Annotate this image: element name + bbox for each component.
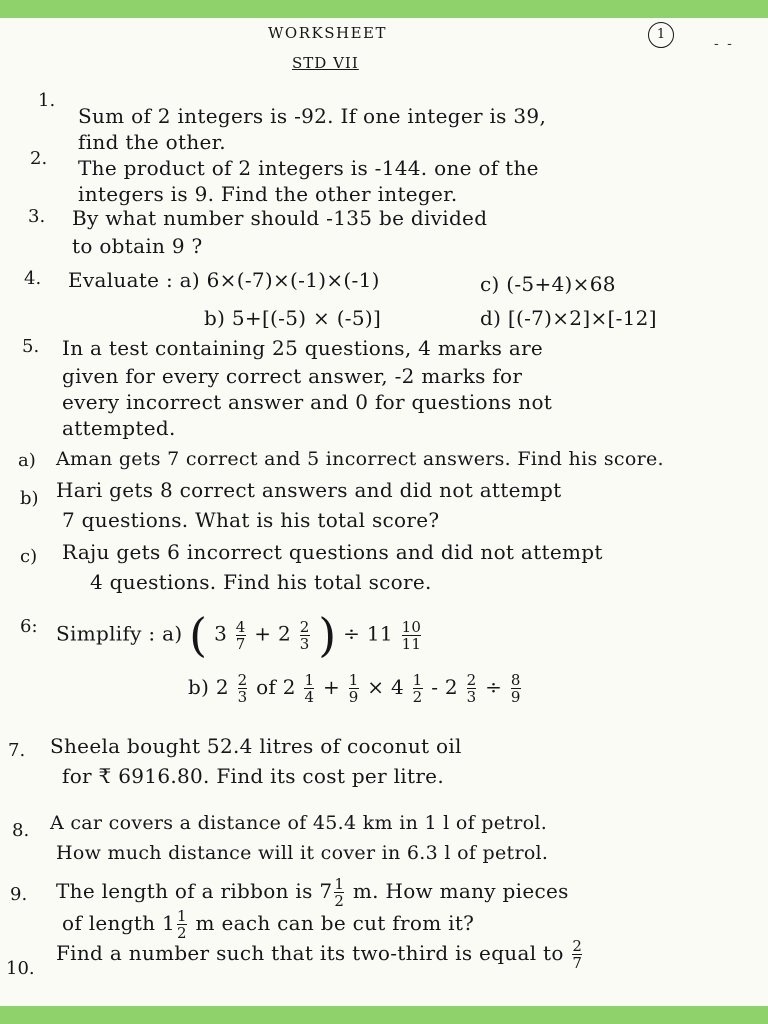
operator-text: +	[323, 675, 341, 699]
question-number: 5.	[22, 336, 40, 357]
question-text: In a test containing 25 questions, 4 marks are	[62, 336, 544, 360]
whole-part: 3	[214, 621, 228, 646]
question-text: Raju gets 6 incorrect questions and did not attempt	[62, 540, 603, 564]
question-text: The product of 2 integers is -144. one of the	[78, 156, 539, 180]
question-text: 7 questions. What is his total score?	[62, 508, 440, 532]
fraction-8-9: $\frac{8}{9}$	[510, 671, 521, 706]
question-text: Sheela bought 52.4 litres of coconut oil	[50, 734, 462, 758]
fraction-4-7: $\frac{4}{7}$	[235, 617, 246, 653]
question-text: Aman gets 7 correct and 5 incorrect answers. Find his score.	[56, 448, 664, 470]
question-text: Find a number such that its two-third is equal to	[56, 941, 564, 965]
question-number: 2.	[30, 148, 48, 169]
fraction-10-11: $\frac{10}{11}$	[401, 617, 422, 653]
question-text: attempted.	[62, 416, 176, 440]
question-text: find the other.	[78, 130, 226, 154]
question-text: of length 1	[62, 911, 176, 935]
worksheet-title: WORKSHEET	[268, 24, 387, 42]
fraction-2-3: $\frac{2}{3}$	[299, 617, 310, 653]
question-text: given for every correct answer, -2 marks for	[62, 364, 523, 388]
question-number: a)	[18, 450, 36, 471]
question-number: c)	[20, 546, 38, 567]
question-number: 9.	[10, 884, 28, 905]
question-text: Hari gets 8 correct answers and did not attempt	[56, 478, 562, 502]
question-number: 10.	[6, 958, 35, 979]
simplify-row-a	[56, 608, 423, 662]
fraction-1-2: $\frac{1}{2}$	[412, 671, 423, 706]
question-number: 3.	[28, 206, 46, 227]
page-number: 1	[648, 22, 674, 48]
operator-text: × 4	[367, 675, 404, 699]
fraction-2-7: $\frac{2}{7}$	[572, 937, 583, 972]
question-number: 7.	[8, 740, 26, 761]
question-number: 1.	[38, 90, 56, 111]
question-text: A car covers a distance of 45.4 km in 1 l of petrol.	[50, 812, 548, 834]
fraction-1-4: $\frac{1}{4}$	[304, 671, 315, 706]
fraction-1-9: $\frac{1}{9}$	[348, 671, 359, 706]
question-text: m each can be cut from it?	[195, 911, 475, 935]
question-text: By what number should -135 be divided	[72, 206, 488, 230]
question-number: 4.	[24, 268, 42, 289]
question-text: b) 5+[(-5) × (-5)]	[204, 306, 382, 330]
fraction-2-3: $\frac{2}{3}$	[237, 671, 248, 706]
question-text: Sum of 2 integers is -92. If one integer is 39,	[78, 104, 547, 128]
question-text: every incorrect answer and 0 for questions not	[62, 390, 553, 414]
question-text-row	[62, 908, 474, 941]
question-text: to obtain 9 ?	[72, 234, 203, 258]
fraction-2-3: $\frac{2}{3}$	[466, 671, 477, 706]
simplify-row-b	[188, 672, 523, 705]
question-text: m. How many pieces	[352, 879, 569, 903]
question-number: b)	[20, 488, 39, 509]
corner-mark: - -	[714, 36, 734, 52]
question-text: The length of a ribbon is 7	[56, 879, 333, 903]
left-paren: (	[189, 608, 208, 662]
operator-text: ÷	[485, 675, 503, 699]
question-text: c) (-5+4)×68	[480, 272, 616, 296]
question-text: integers is 9. Find the other integer.	[78, 182, 458, 206]
question-text: Evaluate : a) 6×(-7)×(-1)×(-1)	[68, 268, 380, 292]
part-label: b) 2	[188, 675, 229, 699]
part-label: a)	[162, 621, 183, 646]
operator-text: - 2	[431, 675, 458, 699]
question-text-row	[56, 876, 569, 909]
fraction-1-2: $\frac{1}{2}$	[334, 875, 345, 910]
question-text: How much distance will it cover in 6.3 l of petrol.	[56, 842, 549, 864]
operator-text: ÷ 11	[343, 621, 393, 646]
question-text-row	[56, 938, 584, 971]
class-label: STD VII	[292, 54, 359, 72]
right-paren: )	[318, 608, 337, 662]
operator-text: of 2	[256, 675, 296, 699]
simplify-label: Simplify :	[56, 621, 156, 646]
fraction-1-2: $\frac{1}{2}$	[177, 907, 187, 942]
whole-part: + 2	[254, 621, 292, 646]
question-number: 8.	[12, 820, 30, 841]
worksheet-page	[0, 18, 768, 1006]
question-text: 4 questions. Find his total score.	[90, 570, 432, 594]
question-number: 6:	[20, 616, 38, 637]
question-text: d) [(-7)×2]×[-12]	[480, 306, 657, 330]
question-text: for ₹ 6916.80. Find its cost per litre.	[62, 764, 444, 788]
